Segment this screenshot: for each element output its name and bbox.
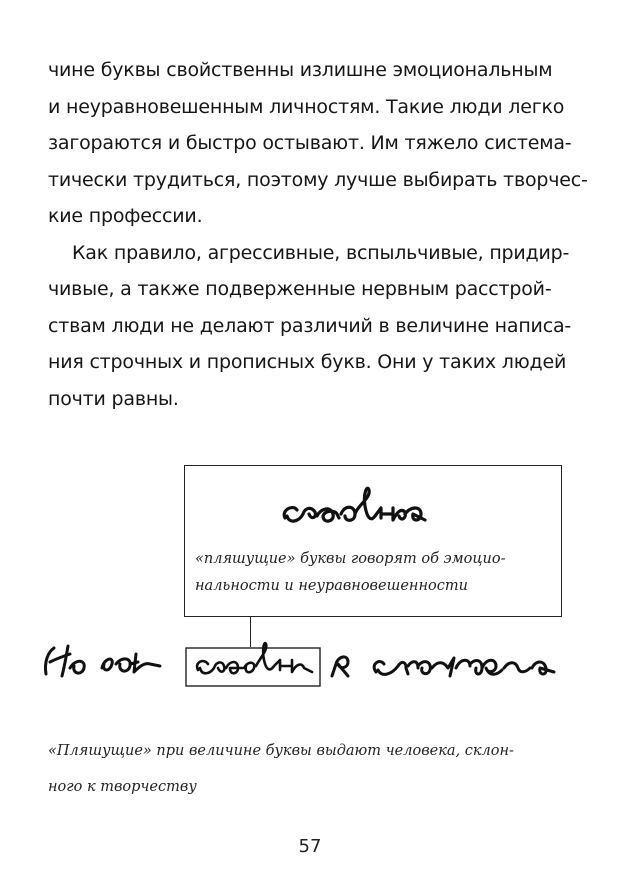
text-line: чивые, а также подверженные нервным расстрой-: [48, 278, 552, 300]
handwritten-sentence: [30, 628, 590, 698]
caption-line: ного к творчеству: [48, 779, 197, 795]
text-line: тически трудиться, поэтому лучше выбирать творчес-: [48, 168, 588, 191]
text-line: кие профессии.: [48, 205, 203, 227]
caption-line: «пляшущие» буквы говорят об эмоцио-: [195, 551, 506, 567]
page-number: 57: [298, 836, 322, 857]
box-caption: [195, 546, 555, 600]
paragraph-1: [48, 52, 588, 235]
body-text: [48, 52, 588, 417]
handwriting-sample: [275, 484, 475, 534]
paragraph-2: [48, 235, 572, 418]
text-line: Как правило, агрессивные, вспыльчивые, придир-: [72, 241, 570, 264]
figure-caption: [48, 733, 588, 805]
text-line: почти равны.: [48, 387, 179, 410]
text-line: ствам люди не делают различий в величине написа-: [48, 314, 572, 337]
caption-line: «Пляшущие» при величине буквы выдают человека, склон-: [48, 743, 514, 759]
text-line: и неуравновешенным личностям. Такие люди легко: [48, 95, 565, 118]
text-line: чине буквы свойственны излишне эмоциональным: [48, 59, 553, 81]
text-line: загораются и быстро остывают. Им тяжело система-: [48, 132, 572, 154]
caption-line: нальности и неуравновешенности: [195, 578, 468, 594]
example-box: [184, 465, 562, 617]
text-line: ния строчных и прописных букв. Они у таких людей: [48, 351, 567, 373]
